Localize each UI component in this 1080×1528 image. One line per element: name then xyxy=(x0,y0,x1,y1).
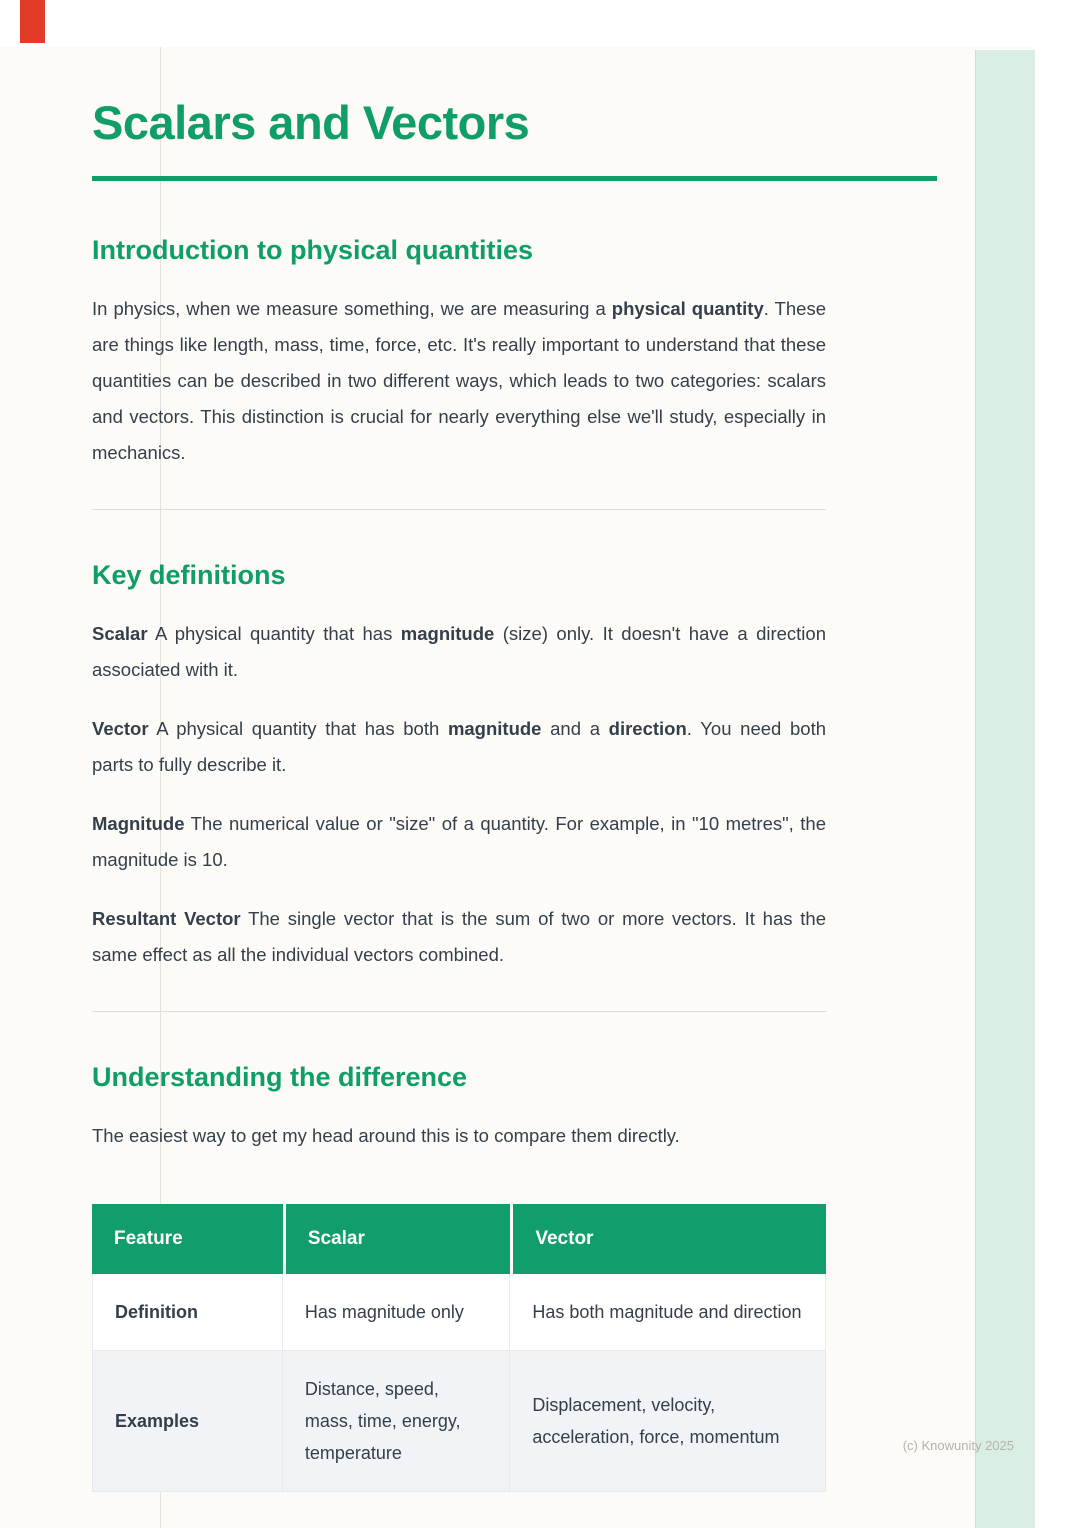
section-divider-1 xyxy=(92,509,826,510)
definition-resultant-vector: Resultant Vector The single vector that is the sum of two or more vectors. It has the same effect as all the individual vectors combined. xyxy=(92,908,826,966)
table-row-definition xyxy=(92,1274,826,1351)
cell-definition-scalar: Has magnitude only xyxy=(283,1274,511,1351)
section-definitions xyxy=(92,558,826,973)
difference-paragraph: The easiest way to get my head around this is to compare them directly. xyxy=(92,1125,680,1147)
section-heading-intro: Introduction to physical quantities xyxy=(92,235,534,266)
table-header-scalar: Scalar xyxy=(283,1204,511,1274)
cell-definition-vector: Has both magnitude and direction xyxy=(510,1274,826,1351)
cell-definition-feature: Definition xyxy=(92,1274,283,1351)
watermark: (c) Knowunity 2025 xyxy=(902,1438,1014,1453)
table-header-row xyxy=(92,1204,826,1274)
section-heading-difference: Understanding the difference xyxy=(92,1062,468,1093)
table-header-feature: Feature xyxy=(92,1204,283,1274)
section-heading-definitions: Key definitions xyxy=(92,560,286,591)
intro-paragraph: In physics, when we measure something, we are measuring a physical quantity. These are things like length, mass, time, force, etc. It's really important to understand that these quantities can be described in two different ways, which leads to two categories: scalars and vectors. This distinction is crucial for nearly everything else we'll study, especially in mechanics. xyxy=(92,298,826,464)
table-row-examples xyxy=(92,1351,826,1492)
comparison-table-body xyxy=(92,1274,826,1492)
right-green-strip xyxy=(975,50,1035,1528)
page-right-margin xyxy=(1035,0,1080,1528)
section-intro xyxy=(92,233,826,471)
definition-magnitude: Magnitude The numerical value or "size" of a quantity. For example, in "10 metres", the magnitude is 10. xyxy=(92,813,826,871)
section-difference xyxy=(92,1060,826,1492)
definition-scalar: Scalar A physical quantity that has magnitude (size) only. It doesn't have a direction associated with it. xyxy=(92,623,826,681)
title-underline xyxy=(92,176,937,181)
definition-vector: Vector A physical quantity that has both magnitude and a direction. You need both parts to fully describe it. xyxy=(92,718,826,776)
page-title: Scalars and Vectors xyxy=(92,96,530,149)
section-divider-2 xyxy=(92,1011,826,1012)
comparison-table-header xyxy=(92,1204,826,1274)
cell-examples-vector: Displacement, velocity, acceleration, force, momentum xyxy=(510,1351,826,1492)
cell-examples-feature: Examples xyxy=(92,1351,283,1492)
comparison-table xyxy=(92,1204,826,1492)
cell-examples-scalar: Distance, speed, mass, time, energy, temperature xyxy=(283,1351,511,1492)
table-header-vector: Vector xyxy=(510,1204,826,1274)
